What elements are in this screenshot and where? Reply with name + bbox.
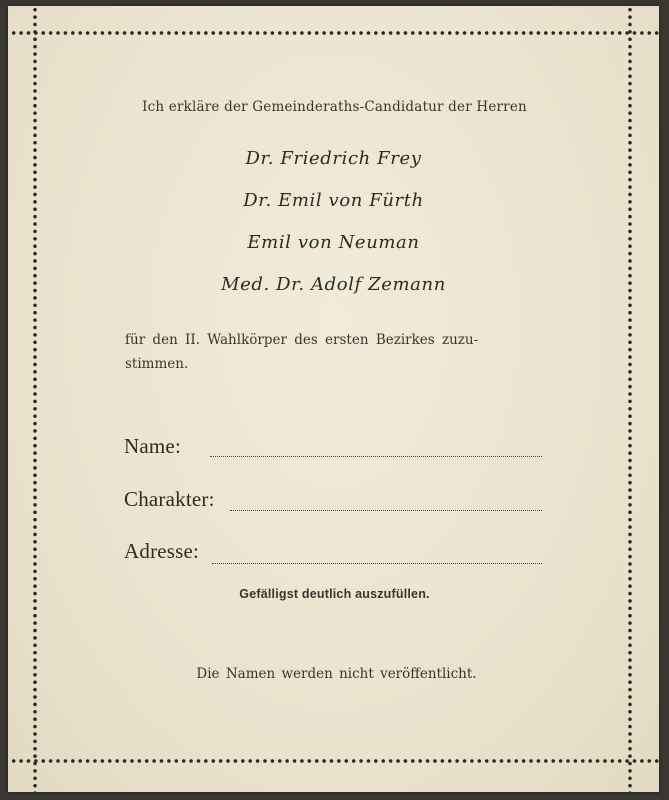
adresse-field[interactable] [212, 563, 542, 564]
perforation-top [10, 31, 659, 35]
candidate-1: Dr. Friedrich Frey [245, 148, 422, 169]
letter-card [8, 6, 659, 792]
perforation-bottom [10, 759, 659, 763]
paragraph-line-2: stimmen. [125, 356, 189, 372]
intro-text: Ich erkläre der Gemeinderaths-Candidatur der Herren [142, 99, 527, 115]
charakter-field[interactable] [230, 510, 542, 511]
paragraph-line-1: für den II. Wahlkörper des ersten Bezirkes zuzu- [125, 332, 479, 348]
charakter-label: Charakter: [124, 487, 215, 511]
name-field[interactable] [210, 456, 542, 457]
candidate-4: Med. Dr. Adolf Zemann [221, 274, 446, 295]
candidate-3: Emil von Neuman [247, 232, 420, 253]
fill-instruction: Gefälligst deutlich auszufüllen. [239, 587, 430, 601]
name-label: Name: [124, 434, 181, 458]
candidate-2: Dr. Emil von Fürth [243, 190, 424, 211]
footer-note: Die Namen werden nicht veröffentlicht. [196, 666, 477, 682]
adresse-label: Adresse: [124, 539, 200, 563]
